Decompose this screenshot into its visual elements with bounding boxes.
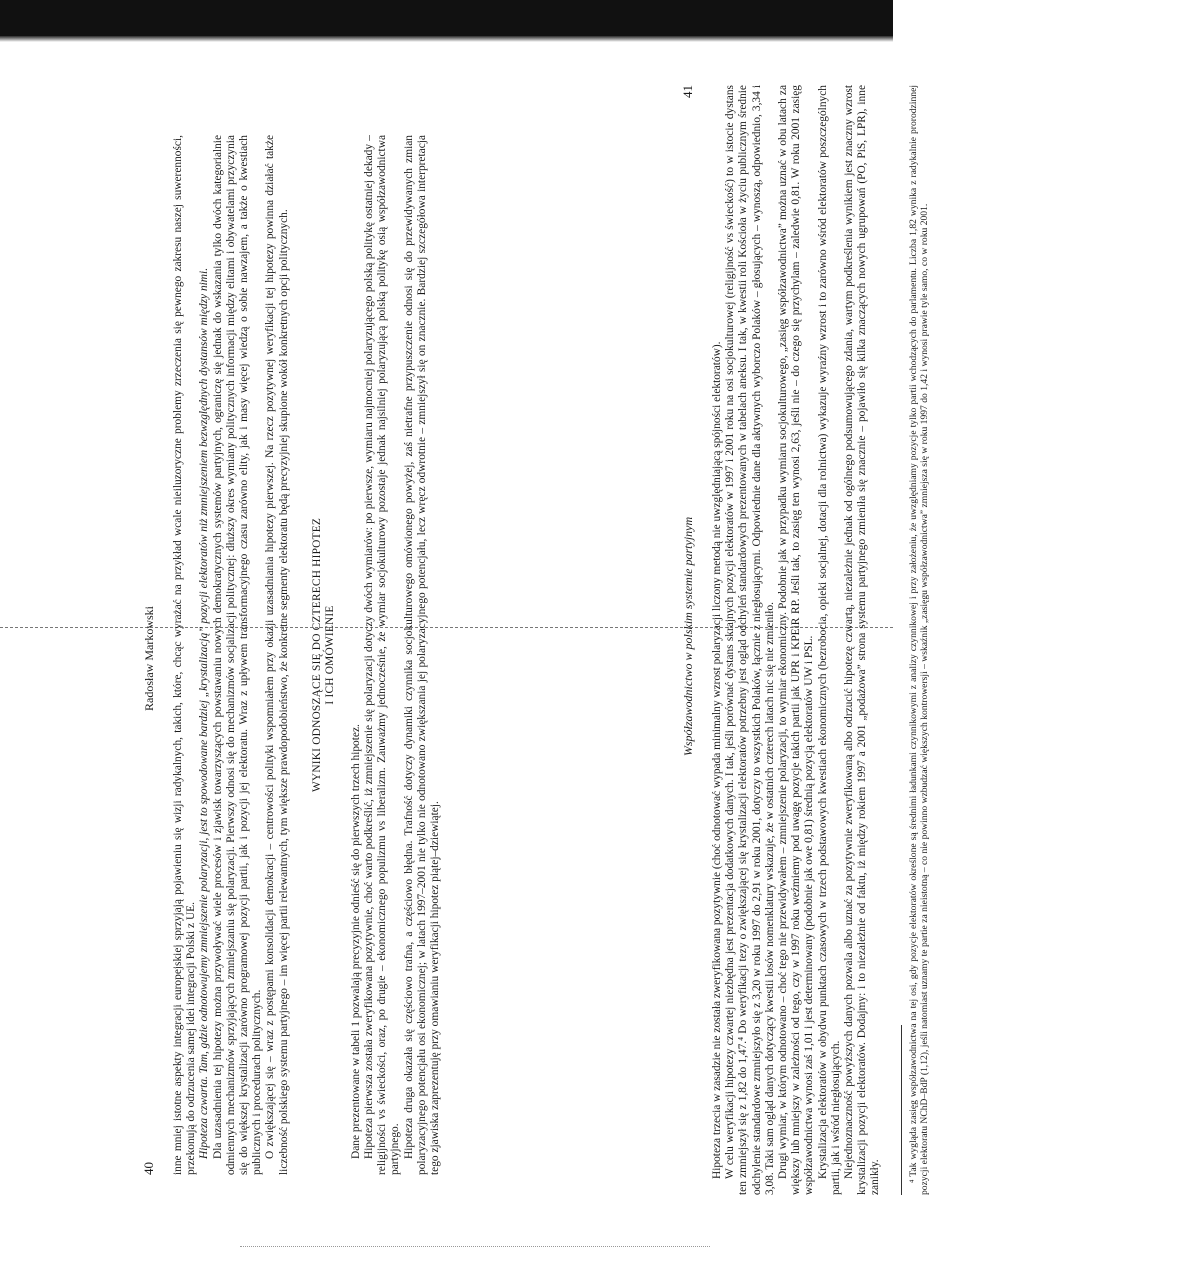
paragraph-hypothesis-four-check: W celu weryfikacji hipotezy czwartej niezbędna jest prezentacja dodatkowych danych. I tak, jeśli porównać dystans skrajnych pozycji elektoratów w 1997 i 2001 roku na osi socjokulturowej (religijność vs świeckość) to w istocie dystans ten zmniejszył się z 1,82 do 1,47.⁴ Do weryfikacji tezy o zwiększającej się krystalizacji elektoratów potrzebny jest ogląd odchyleń standardowych prezentowanych w tabelach aneksu. I tak, w kwestii roli Kościoła w życiu publicznym średnie odchylenie standardowe zmniejszyło się z 3,20 w roku 1997 do 2,91 w roku 2001, dotyczy to wszystkich Polaków, łącznie z niegłosującymi. Odpowiednie dane dla aktywnych wyborczo Polaków – głosujących – wynoszą, odpowiednio, 3,34 i 3,08. Taki sam ogląd danych dotyczący kwestii losów nomenklatury wskazuje, że w ostatnich czterech latach nic się nie zmieniło. — [724, 85, 776, 1195]
paragraph-ambiguity: Niejednoznaczność powyższych danych pozwala albo uznać za pozytywnie zweryfikowaną albo odrzucić hipotezę czwartą, niezależnie jednak od ogólnego podsumowującego zdania, wartym podkreślenia wynikiem jest znaczny wzrost krystalizacji pozycji elektoratów. Dodajmy: i to niezależnie od faktu, iż między rokiem 1997 a 2001 „podażowa” strona systemu partyjnego zmieniła się znacznie – pojawiło się kilka znaczących nowych ugrupowań (PO, PiS, LPR), inne zanikły. — [843, 85, 882, 1195]
footnote-rule — [901, 1025, 902, 1195]
paragraph-hypothesis-three: Hipoteza trzecia w zasadzie nie została zweryfikowana pozytywnie (choć odnotować wypada minimalny wzrost polaryzacji liczony metodą nie uwzględniającą spójności elektoratów). — [711, 341, 723, 1179]
paragraph-results-intro: Dane prezentowane w tabeli 1 pozwalają precyzyjnie odnieść się do pierwszych trzech hipotez. — [349, 724, 362, 1159]
scanner-top-band — [0, 0, 893, 36]
right-page-number: 41 — [680, 85, 695, 99]
paragraph-crystallization: Krystalizacja elektoratów w obydwu punktach czasowych w trzech podstawowych kwestiach ekonomicznych (bezrobocia, opieki socjalnej, dotacji dla rolnictwa) wykazuje wyraźny wzrost i to zarówno wśród elektoratów poszczególnych partii, jak i wśród niegłosujących. — [816, 85, 842, 1195]
left-page — [142, 135, 622, 1175]
scanner-band-edge — [0, 36, 893, 42]
paragraph-economic-dimension: Drugi wymiar, w którym odnotowano – choć tego nie przewidywałem – zmniejszenie polaryzacji, to wymiar ekonomiczny. Podobnie jak w przypadku wymiaru socjokulturowego, „zasięg współzawodnictwa” można uznać w obu latach za większy lub mniejszy w zależności od tego, czy w 1997 roku weźmiemy pod uwagę pozycje takich partii jak UPR i KPEiR RP. Jeśli tak, to zasięg ten wynosi 2,63, jeśli nie – do czego się przychylam – zaledwie 0,81. W roku 2001 zasięg współzawodnictwa wynosi zaś 1,01 i jest determinowany (podobnie jak owe 0,81) średnią pozycją elektoratów UW i PSL. — [777, 85, 816, 1195]
paragraph-hypothesis-one: Hipoteza pierwsza została zweryfikowana pozytywnie, choć warto podkreślić, iż zmniejszenie się polaryzacji dotyczy dwóch wymiarów: po pierwsze, wymiaru najmocniej polaryzującego polską politykę ostatniej dekady – religijności vs świeckości, oraz, po drugie – ekonomicznego populizmu vs liberalizm. Zauważmy jednocześnie, że wymiar socjokulturowy pozostaje jednak najsilniej polaryzującą polską politykę osią współzawodnictwa partyjnego. — [363, 135, 402, 1175]
paragraph-hypothesis-two: Hipoteza druga okazała się częściowo trafna, a częściowo błędna. Trafność dotyczy dynamiki czynnika socjokulturowego omówionego powyżej, zaś nietrafne przypuszczenie odnosi się do przewidywanych zmian polaryzacyjnego potencjału osi ekonomicznej; w latach 1997–2001 nie tylko nie odnotowano zwiększania jej polaryzacyjnego potencjału, lecz wręcz odwrotnie – zmniejszył się on znacznie. Bardziej szczegółowa interpretacja tego zjawiska zaprezentuję przy omawianiu weryfikacji hipotez piątej–dziewiątej. — [402, 135, 442, 1175]
paragraph-intro: inne mniej istotne aspekty integracji europejskiej sprzyjają pojawieniu się wizji radykalnych, takich, które, chcąc wyrażać na przykład wcale nieiluzoryczne problemy zrzeczenia się pewnego zakresu naszej suwerenności, przekonują do odrzucenia samej idei integracji Polski z UE. — [172, 135, 198, 1175]
left-running-head — [142, 135, 166, 1175]
right-page — [681, 85, 1181, 1195]
paragraph-centrality: O zwiększającej się – wraz z postępami konsolidacji demokracji – centrowości polityki wspomniałem przy okazji uzasadniania hipotezy pierwszej. Na rzecz pozytywnej weryfikacji tej hipotezy powinna działać także liczebność polskiego systemu partyjnego – im więcej partii relewantnych, tym większe prawdopodobieństwo, że konkretne segmenty elektoratu będą precyzyjniej skupione wokół konkretnych opcji politycznych. — [264, 135, 290, 1175]
section-heading-line-1: WYNIKI ODNOSZĄCE SIĘ DO CZTERECH HIPOTEZ — [310, 517, 323, 793]
left-running-head-author: Radosław Markowski — [142, 606, 156, 711]
right-running-head-title: Współzawodnictwo w polskim systemie partyjnym — [681, 516, 695, 757]
paragraph-justification: Dla uzasadnienia tej hipotezy można przywoływać wiele procesów i zjawisk towarzyszących powstawaniu nowych demokratycznych systemów partyjnych, ograniczę się jednak do wskazania tylko dwóch kategorialnie odmiennych mechanizmów sprzyjających zmniejszaniu się polaryzacji. Pierwszy odnosi się do mechanizmów socjalizacji politycznej: dłuższy okres wymiany politycznych informacji między elitami i obywatelami przyczynia się do większej krystalizacji zarówno programowej pozycji partii, jak i pozycji jej elektoratu. Wraz z upływem transformacyjnego czasu zarówno elity, jak i masy więcej wiedzą o sobie nawzajem, a także o kwestiach publicznych i procedurach politycznych. — [211, 135, 264, 1175]
section-heading-line-2: I ICH OMÓWIENIE — [324, 605, 337, 705]
left-page-number: 40 — [141, 1162, 156, 1175]
section-heading — [311, 135, 338, 1175]
right-running-head — [681, 85, 705, 1195]
hypothesis-four-statement: Hipoteza czwarta. Tam, gdzie odnotowujemy zmniejszenie polaryzacji, jest to spowodowane bardziej „krystalizacją” pozycji elektoratów niż zmniejszeniem bezwzględnych dystansów między nimi. — [198, 267, 211, 1159]
footnote-4: ⁴ Tak wygląda zasięg współzawodnictwa na tej osi, gdy pozycje elektoratów określone są średnimi ładunkami czynnikowymi z analizy czynnikowej i przy założeniu, że uwzględniamy pozycje tylko partii wchodzących do parlamentu. Liczba 1,82 wynika z radykalnie prorodzinnej pozycji elektoratu NChD–BdP (1,12), jeśli natomiast uznamy te partie za nieistotną – co nie powinno wzbudzać większych kontrowersji – wskaźnik „zasięgu współzawodnictwa” zmniejsza się w roku 1997 do 1,42 i wynosi prawie tyle samo, co w roku 2001. — [907, 85, 930, 1195]
scan-speckle — [240, 1246, 710, 1247]
